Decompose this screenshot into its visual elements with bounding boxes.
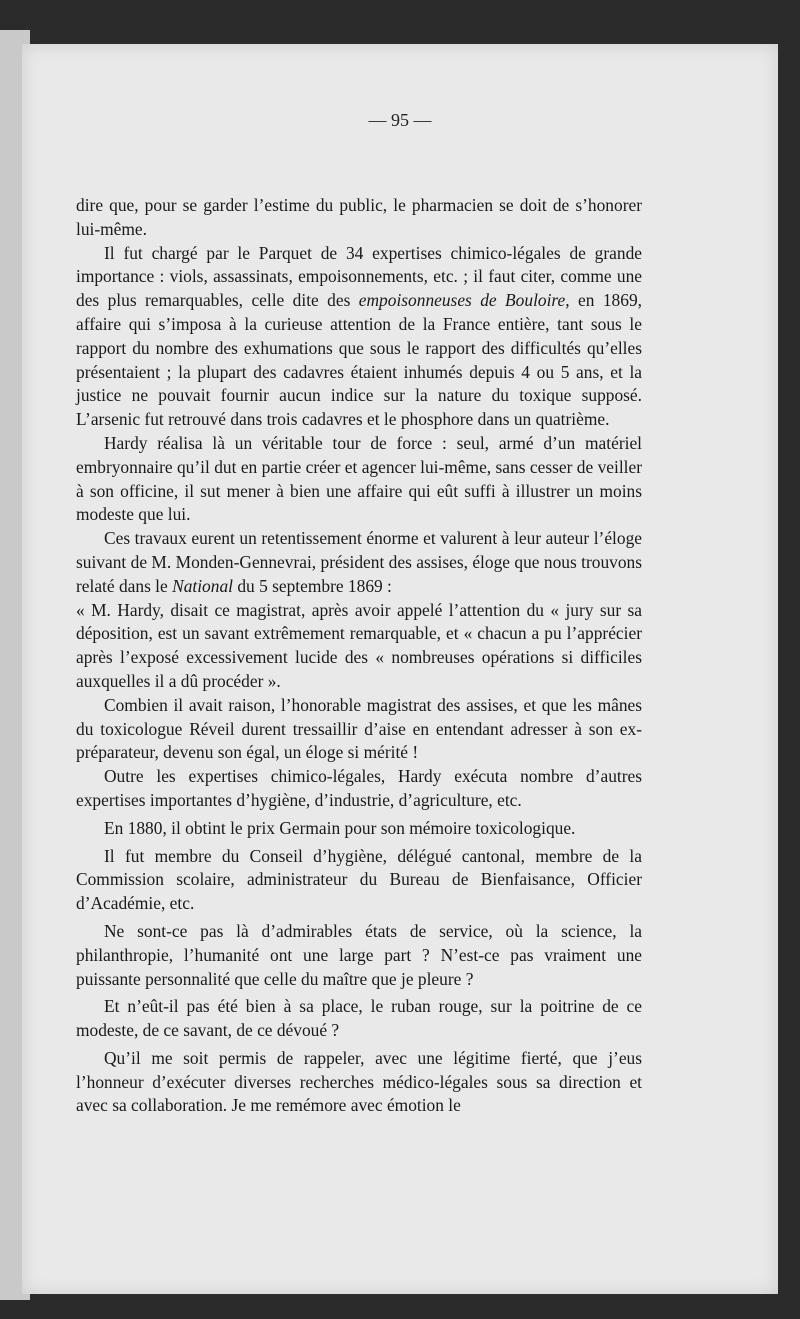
paragraph-expertises bbox=[76, 242, 642, 432]
italic-title: empoisonneuses de Bouloire bbox=[358, 290, 566, 311]
paragraph-eloge bbox=[76, 527, 642, 598]
body-text bbox=[76, 194, 642, 1118]
paragraph-prix-germain: En 1880, il obtint le prix Germain pour son mémoire toxicologique. bbox=[104, 817, 576, 838]
text-segment: Ces travaux eurent un retentissement énorme et valurent à leur auteur l’éloge suivant de M. Monden-Gennevrai, président des assises, éloge que nous trouvons relaté dans le bbox=[76, 528, 642, 596]
text-segment: du 5 septembre 1869 : bbox=[232, 575, 392, 596]
paragraph-rappeler: Qu’il me soit permis de rappeler, avec une légitime fierté, que j’eus l’honneur d’exécuter diverses recherches médico-légales sous sa direction et avec sa collaboration. Je me remémore avec émotion le bbox=[76, 1047, 642, 1116]
paragraph-membre: Il fut membre du Conseil d’hygiène, délégué cantonal, membre de la Commission scolaire, administrateur du Bureau de Bienfaisance, Officier d’Académie, etc. bbox=[76, 845, 642, 914]
page-number: — 95 — bbox=[368, 110, 432, 130]
italic-newspaper: National bbox=[172, 575, 233, 596]
paragraph-etats-service: Ne sont-ce pas là d’admirables états de service, où la science, la philanthropie, l’humanité ont une large part ? N’est-ce pas vraiment une puissante personnalité que celle du maître que je pleure ? bbox=[76, 920, 642, 989]
paragraph-continuation: dire que, pour se garder l’estime du public, le pharmacien se doit de s’honorer lui-même. bbox=[76, 195, 642, 239]
paragraph-ruban-rouge: Et n’eût-il pas été bien à sa place, le ruban rouge, sur la poitrine de ce modeste, de ce savant, de ce dévoué ? bbox=[76, 996, 642, 1041]
text-segment: , en 1869, affaire qui s’imposa à la curieuse attention de la France entière, tant sous le rapport du nombre des exhumations que sous le rapport des difficultés qu’elles présentaient ; la plupart des cadavres étaient inhumés depuis 4 ou 5 ans, et la justice ne pouvait fournir aucun indice sur la nature du toxique supposé. L’arsenic fut retrouvé dans trois cadavres et le phosphore dans un quatrième. bbox=[76, 290, 642, 430]
paragraph-outre: Outre les expertises chimico-légales, Hardy exécuta nombre d’autres expertises importantes d’hygiène, d’industrie, d’agriculture, etc. bbox=[76, 766, 642, 810]
text-segment: Il fut chargé par le Parquet de 34 expertises chimico-légales de grande importance : viols, assassinats, empoisonnements, etc. ; il faut citer, comme une des plus remarquables, celle dite des bbox=[76, 242, 642, 311]
paragraph-quote: « M. Hardy, disait ce magistrat, après avoir appelé l’attention du « jury sur sa déposition, est un savant extrêmement remarquable, et « chacun a pu l’apprécier après l’exposé excessivement lucide des « nombreuses opérations si difficiles auxquelles il a dû procéder ». bbox=[76, 599, 642, 691]
paragraph-combien: Combien il avait raison, l’honorable magistrat des assises, et que les mânes du toxicologue Réveil durent tressaillir d’aise en entendant adresser à son ex-préparateur, devenu son égal, un éloge si mérité ! bbox=[76, 694, 642, 763]
paragraph-tour-de-force: Hardy réalisa là un véritable tour de force : seul, armé d’un matériel embryonnaire qu’il dut en partie créer et agencer lui-même, sans cesser de veiller à son officine, il sut mener à bien une affaire qui eût suffi à illustrer un moins modeste que lui. bbox=[76, 432, 642, 525]
